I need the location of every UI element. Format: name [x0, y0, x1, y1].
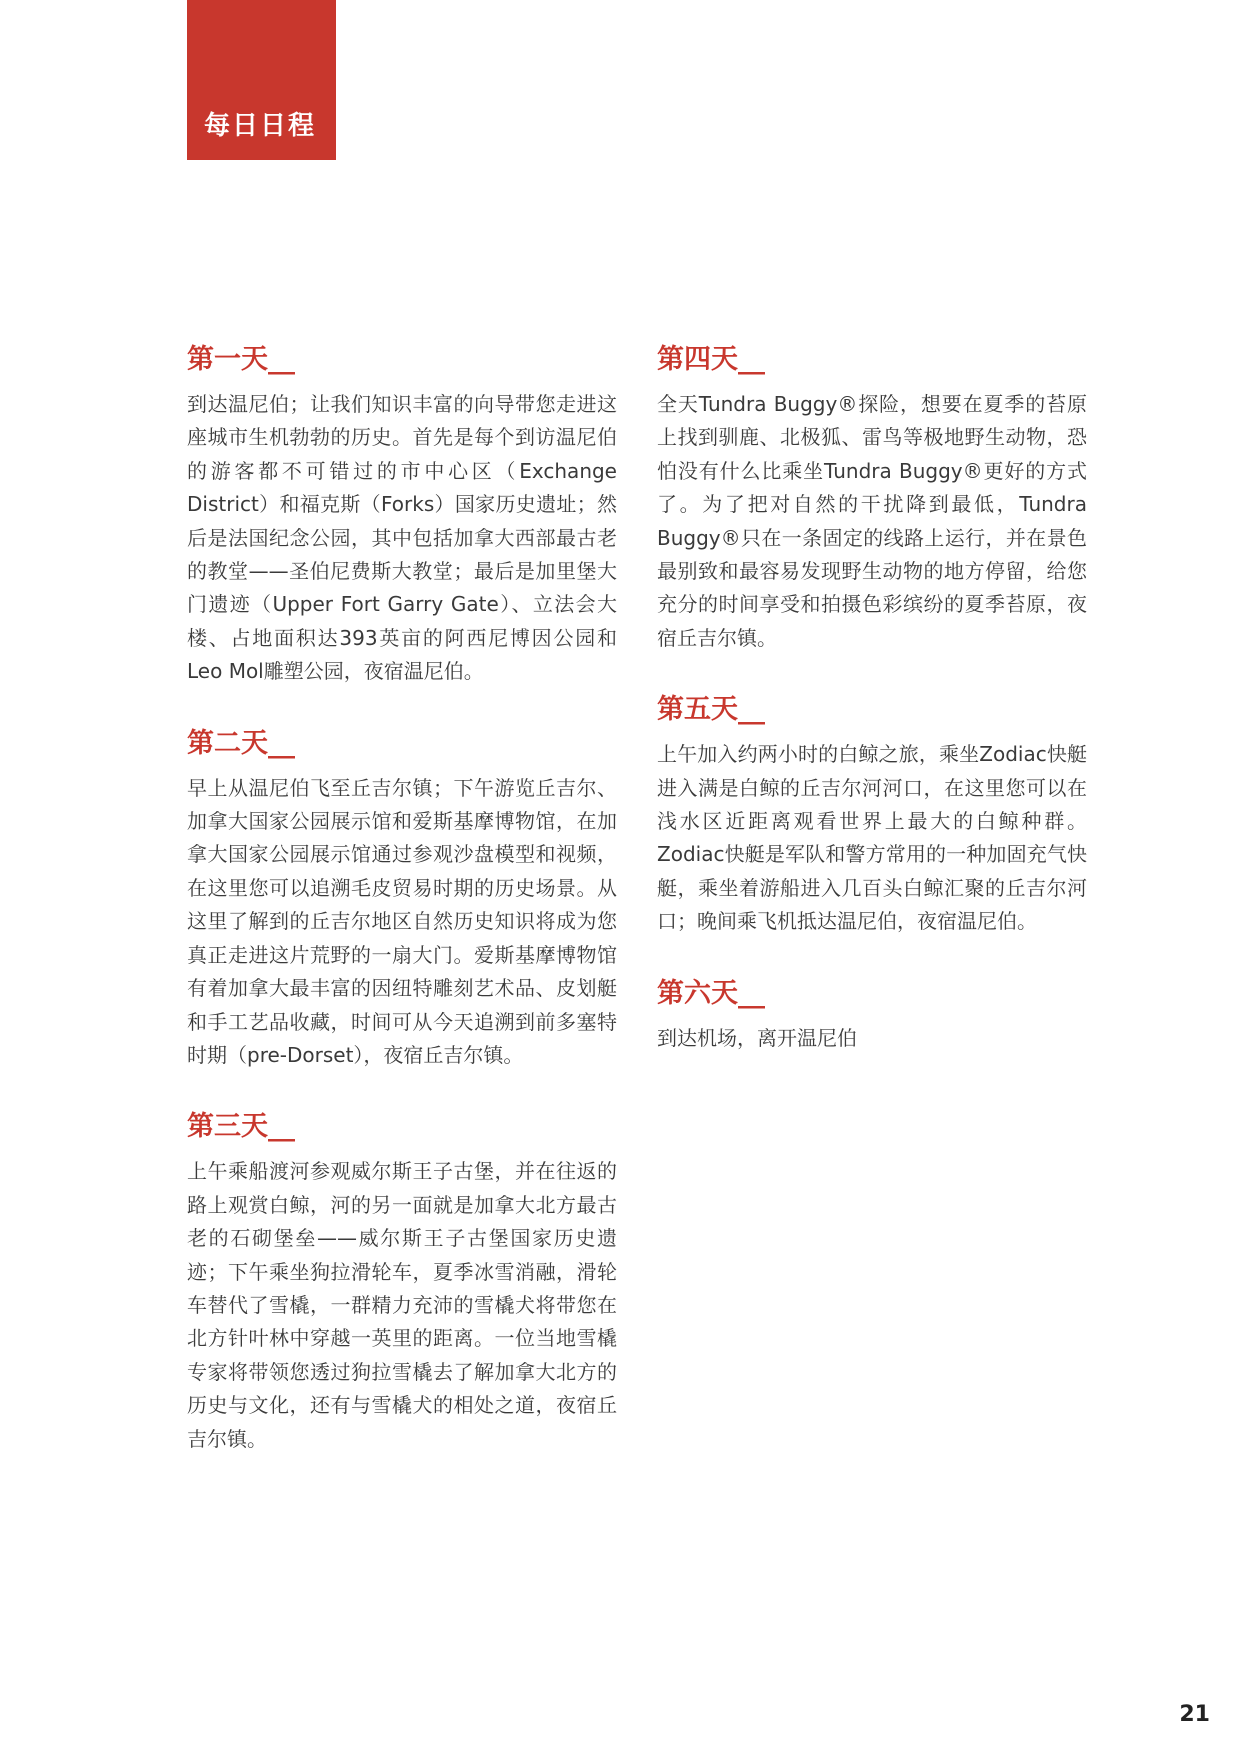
day-4	[657, 340, 1087, 655]
left-column	[187, 340, 617, 1491]
section-tab	[187, 0, 336, 160]
day-6	[657, 974, 1087, 1055]
day-description: 到达机场，离开温尼伯	[657, 1025, 857, 1050]
day-title: 第三天__	[187, 1111, 295, 1143]
section-title: 每日日程	[204, 111, 317, 141]
day-description: 到达温尼伯；让我们知识丰富的向导带您走进这座城市生机勃勃的历史。首先是每个到访温尼伯的游客都不可错过的市中心区（Exchange District）和福克斯（Forks）国家历史遗址；然后是法国纪念公园，其中包括加拿大西部最古老的教堂——圣伯尼费斯大教堂；最后是加里堡大门遗迹（Upper Fort Garry Gate）、立法会大楼、占地面积达393英亩的阿西尼博因公园和Leo Mol雕塑公园，夜宿温尼伯。	[187, 392, 617, 684]
day-title: 第二天__	[187, 727, 295, 759]
day-description: 早上从温尼伯飞至丘吉尔镇；下午游览丘吉尔、加拿大国家公园展示馆和爱斯基摩博物馆，在加拿大国家公园展示馆通过参观沙盘模型和视频，在这里您可以追溯毛皮贸易时期的历史场景。从这里了解到的丘吉尔地区自然历史知识将成为您真正走进这片荒野的一扇大门。爱斯基摩博物馆有着加拿大最丰富的因纽特雕刻艺术品、皮划艇和手工艺品收藏，时间可从今天追溯到前多塞特时期（pre-Dorset），夜宿丘吉尔镇。	[187, 775, 617, 1067]
day-title: 第六天__	[657, 977, 765, 1009]
day-title: 第五天__	[657, 694, 765, 726]
day-3	[187, 1107, 617, 1456]
day-description: 全天Tundra Buggy®探险，想要在夏季的苔原上找到驯鹿、北极狐、雷鸟等极地野生动物，恐怕没有什么比乘坐Tundra Buggy®更好的方式了。为了把对自然的干扰降到最低，Tundra Buggy®只在一条固定的线路上运行，并在景色最别致和最容易发现野生动物的地方停留，给您充分的时间享受和拍摄色彩缤纷的夏季苔原，夜宿丘吉尔镇。	[657, 392, 1087, 650]
day-title: 第四天__	[657, 344, 765, 375]
page-number: 21	[1179, 1702, 1210, 1727]
day-title: 第一天__	[187, 344, 295, 375]
day-2	[187, 724, 617, 1073]
day-1	[187, 340, 617, 689]
day-description: 上午加入约两小时的白鲸之旅，乘坐Zodiac快艇进入满是白鲸的丘吉尔河河口，在这里您可以在浅水区近距离观看世界上最大的白鲸种群。Zodiac快艇是军队和警方常用的一种加固充气快艇，乘坐着游船进入几百头白鲸汇聚的丘吉尔河口；晚间乘飞机抵达温尼伯，夜宿温尼伯。	[657, 742, 1087, 934]
day-5	[657, 690, 1087, 938]
day-description: 上午乘船渡河参观威尔斯王子古堡，并在往返的路上观赏白鲸，河的另一面就是加拿大北方最古老的石砌堡垒——威尔斯王子古堡国家历史遗迹；下午乘坐狗拉滑轮车，夏季冰雪消融，滑轮车替代了雪橇，一群精力充沛的雪橇犬将带您在北方针叶林中穿越一英里的距离。一位当地雪橇专家将带领您透过狗拉雪橇去了解加拿大北方的历史与文化，还有与雪橇犬的相处之道，夜宿丘吉尔镇。	[187, 1159, 617, 1451]
right-column	[657, 340, 1087, 1090]
